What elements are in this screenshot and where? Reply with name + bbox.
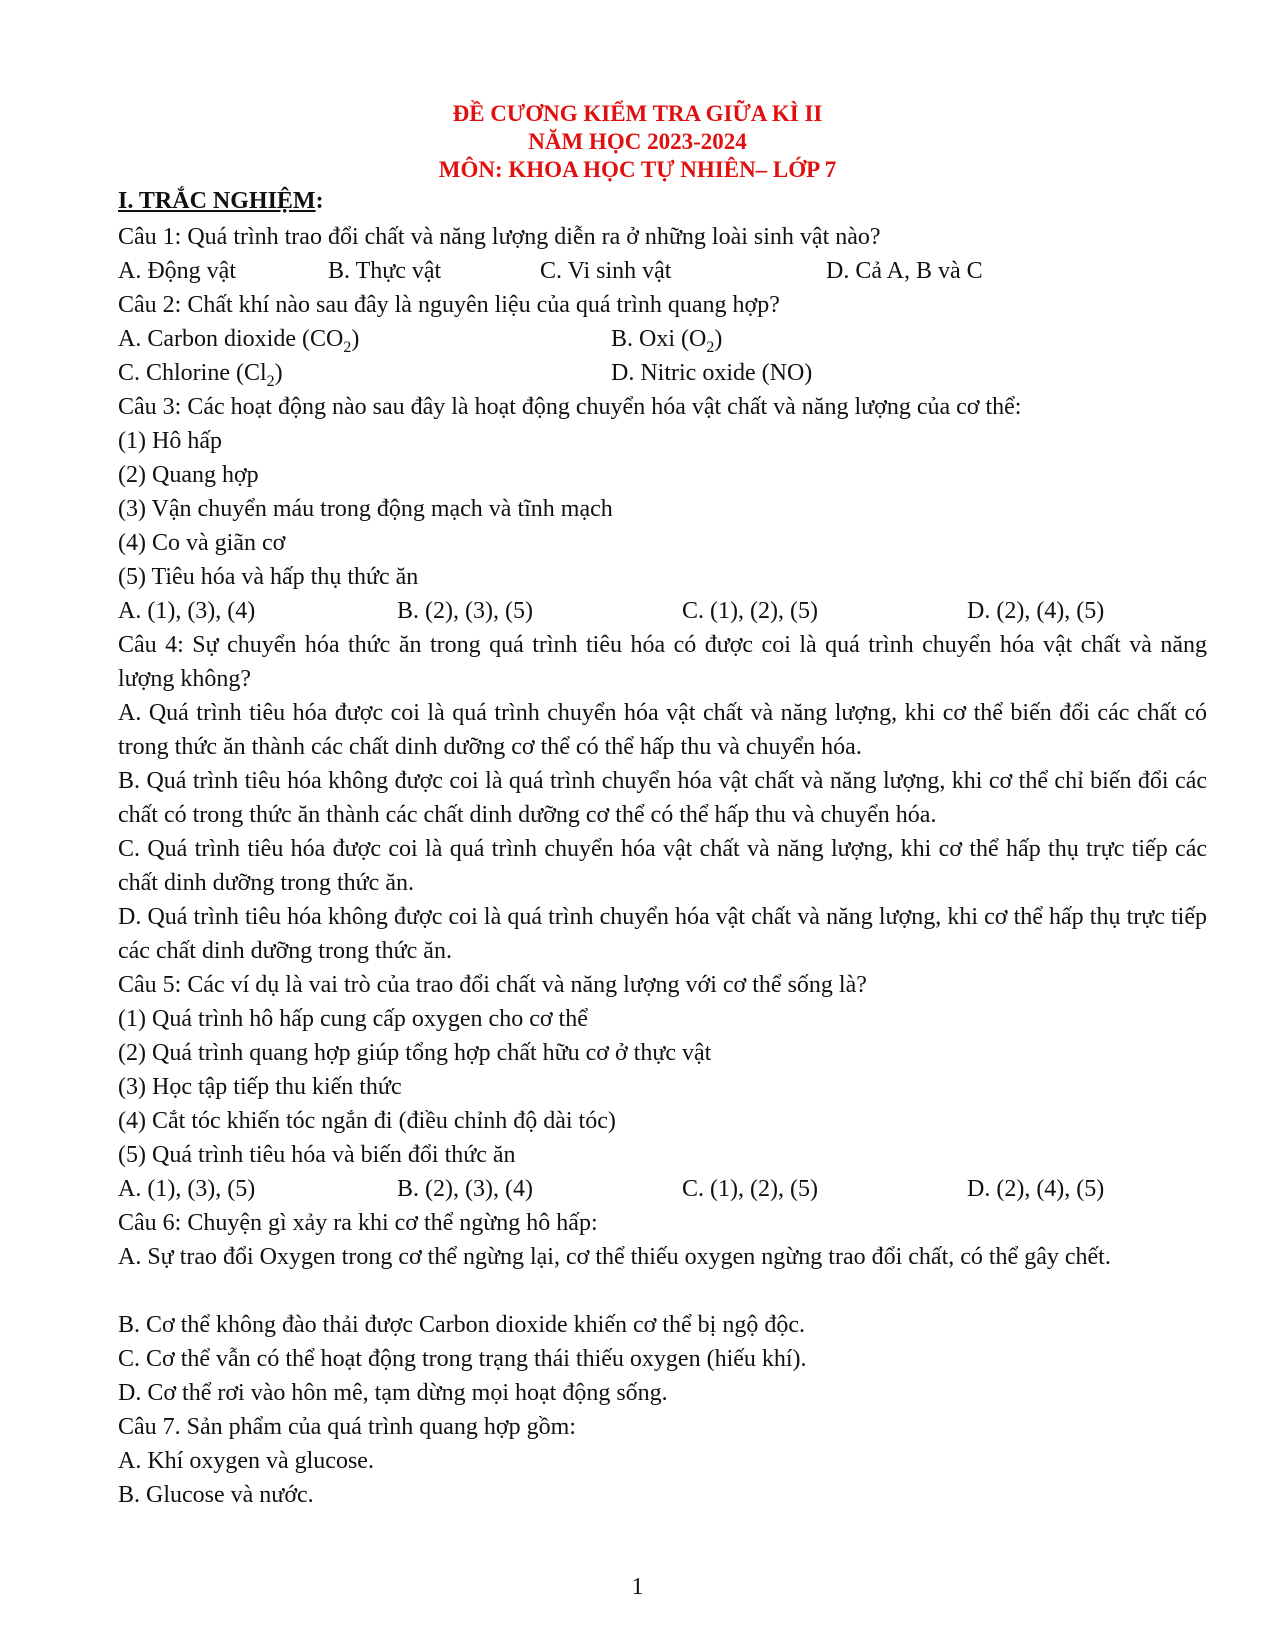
question-4-option-a: A. Quá trình tiêu hóa được coi là quá trình chuyển hóa vật chất và năng lượng, khi cơ thể biến đổi các chất có trong thức ăn thành các chất dinh dưỡng cơ thể có thể hấp thu và chuyển hóa. [118,700,1207,760]
question-3-item: (2) Quang hợp [118,462,259,488]
question-3-item: (4) Co và giãn cơ [118,530,286,556]
question-2-stem: Câu 2: Chất khí nào sau đây là nguyên liệu của quá trình quang hợp? [118,292,780,318]
question-3-option-b: B. (2), (3), (5) [397,598,533,624]
question-4-option-d: D. Quá trình tiêu hóa không được coi là quá trình chuyển hóa vật chất và năng lượng, khi cơ thể hấp thụ trực tiếp các chất dinh dưỡng trong thức ăn. [118,904,1207,964]
question-7-option-b: B. Glucose và nước. [118,1482,314,1508]
question-3-item: (3) Vận chuyển máu trong động mạch và tĩnh mạch [118,496,613,522]
question-1-option-d: D. Cả A, B và C [826,258,983,284]
question-7-option-a: A. Khí oxygen và glucose. [118,1448,374,1474]
question-6-option-c: C. Cơ thể vẫn có thể hoạt động trong trạng thái thiếu oxygen (hiếu khí). [118,1346,807,1372]
question-2-option-c-close: ) [274,360,283,386]
question-1-stem: Câu 1: Quá trình trao đổi chất và năng lượng diễn ra ở những loài sinh vật nào? [118,224,881,250]
question-5-item: (2) Quá trình quang hợp giúp tổng hợp chất hữu cơ ở thực vật [118,1040,712,1066]
page-number: 1 [631,1574,644,1600]
school-year: NĂM HỌC 2023-2024 [528,129,747,154]
section-heading-text: I. TRẮC NGHIỆM [118,188,316,214]
question-3-option-d: D. (2), (4), (5) [967,598,1105,624]
question-2-option-b-close: ) [714,326,723,352]
question-4-option-c: C. Quá trình tiêu hóa được coi là quá trình chuyển hóa vật chất và năng lượng, khi cơ thể hấp thụ trực tiếp các chất dinh dưỡng trong thức ăn. [118,836,1207,896]
question-3-stem: Câu 3: Các hoạt động nào sau đây là hoạt động chuyển hóa vật chất và năng lượng của cơ thể: [118,394,1022,420]
doc-title: ĐỀ CƯƠNG KIỂM TRA GIỮA KÌ II [452,101,823,126]
question-2-option-a-close: ) [351,326,360,352]
question-4-option-b: B. Quá trình tiêu hóa không được coi là quá trình chuyển hóa vật chất và năng lượng, khi cơ thể chỉ biến đổi các chất có trong thức ăn thành các chất dinh dưỡng cơ thể có thể hấp thu và chuyển hóa. [118,768,1207,828]
question-2-option-b-text: B. Oxi (O [611,326,707,352]
question-7-stem: Câu 7. Sản phẩm của quá trình quang hợp gồm: [118,1414,576,1440]
question-5-stem: Câu 5: Các ví dụ là vai trò của trao đổi chất và năng lượng với cơ thể sống là? [118,972,867,998]
question-2-option-a-text: A. Carbon dioxide (CO [118,326,344,352]
question-5-item: (4) Cắt tóc khiến tóc ngắn đi (điều chỉnh độ dài tóc) [118,1108,616,1134]
question-2-option-c-text: C. Chlorine (Cl [118,360,267,386]
question-1-option-a: A. Động vật [118,258,236,284]
question-3-option-a: A. (1), (3), (4) [118,598,256,624]
question-3-item: (5) Tiêu hóa và hấp thụ thức ăn [118,564,419,590]
question-6-option-d: D. Cơ thể rơi vào hôn mê, tạm dừng mọi hoạt động sống. [118,1380,668,1406]
question-2-option-b [611,324,722,363]
section-heading [118,186,324,216]
question-1-option-c: C. Vi sinh vật [540,258,672,284]
question-2-option-b-subscript: 2 [706,338,715,356]
question-2-option-a [118,324,359,363]
question-5-option-b: B. (2), (3), (4) [397,1176,533,1202]
question-6-option-a: A. Sự trao đổi Oxygen trong cơ thể ngừng lại, cơ thể thiếu oxygen ngừng trao đổi chất, có thể gây chết. [118,1244,1111,1270]
question-5-option-c: C. (1), (2), (5) [682,1176,818,1202]
question-2-option-a-subscript: 2 [343,338,352,356]
question-4-stem: Câu 4: Sự chuyển hóa thức ăn trong quá trình tiêu hóa có được coi là quá trình chuyển hóa vật chất và năng lượng không? [118,632,1207,692]
question-1-option-b: B. Thực vật [328,258,442,284]
question-2-option-c-subscript: 2 [266,372,275,390]
question-3-option-c: C. (1), (2), (5) [682,598,818,624]
question-5-item: (3) Học tập tiếp thu kiến thức [118,1074,402,1100]
question-2-option-c [118,358,283,397]
section-heading-colon: : [315,188,324,214]
question-5-item: (5) Quá trình tiêu hóa và biến đổi thức ăn [118,1142,516,1168]
question-5-item: (1) Quá trình hô hấp cung cấp oxygen cho cơ thể [118,1006,588,1032]
question-2-option-d: D. Nitric oxide (NO) [611,360,813,386]
question-3-item: (1) Hô hấp [118,428,222,454]
question-5-option-d: D. (2), (4), (5) [967,1176,1105,1202]
question-6-stem: Câu 6: Chuyện gì xảy ra khi cơ thể ngừng hô hấp: [118,1210,598,1236]
question-6-option-b: B. Cơ thể không đào thải được Carbon dioxide khiến cơ thể bị ngộ độc. [118,1312,805,1338]
question-5-option-a: A. (1), (3), (5) [118,1176,256,1202]
subject-line: MÔN: KHOA HỌC TỰ NHIÊN– LỚP 7 [438,157,837,182]
